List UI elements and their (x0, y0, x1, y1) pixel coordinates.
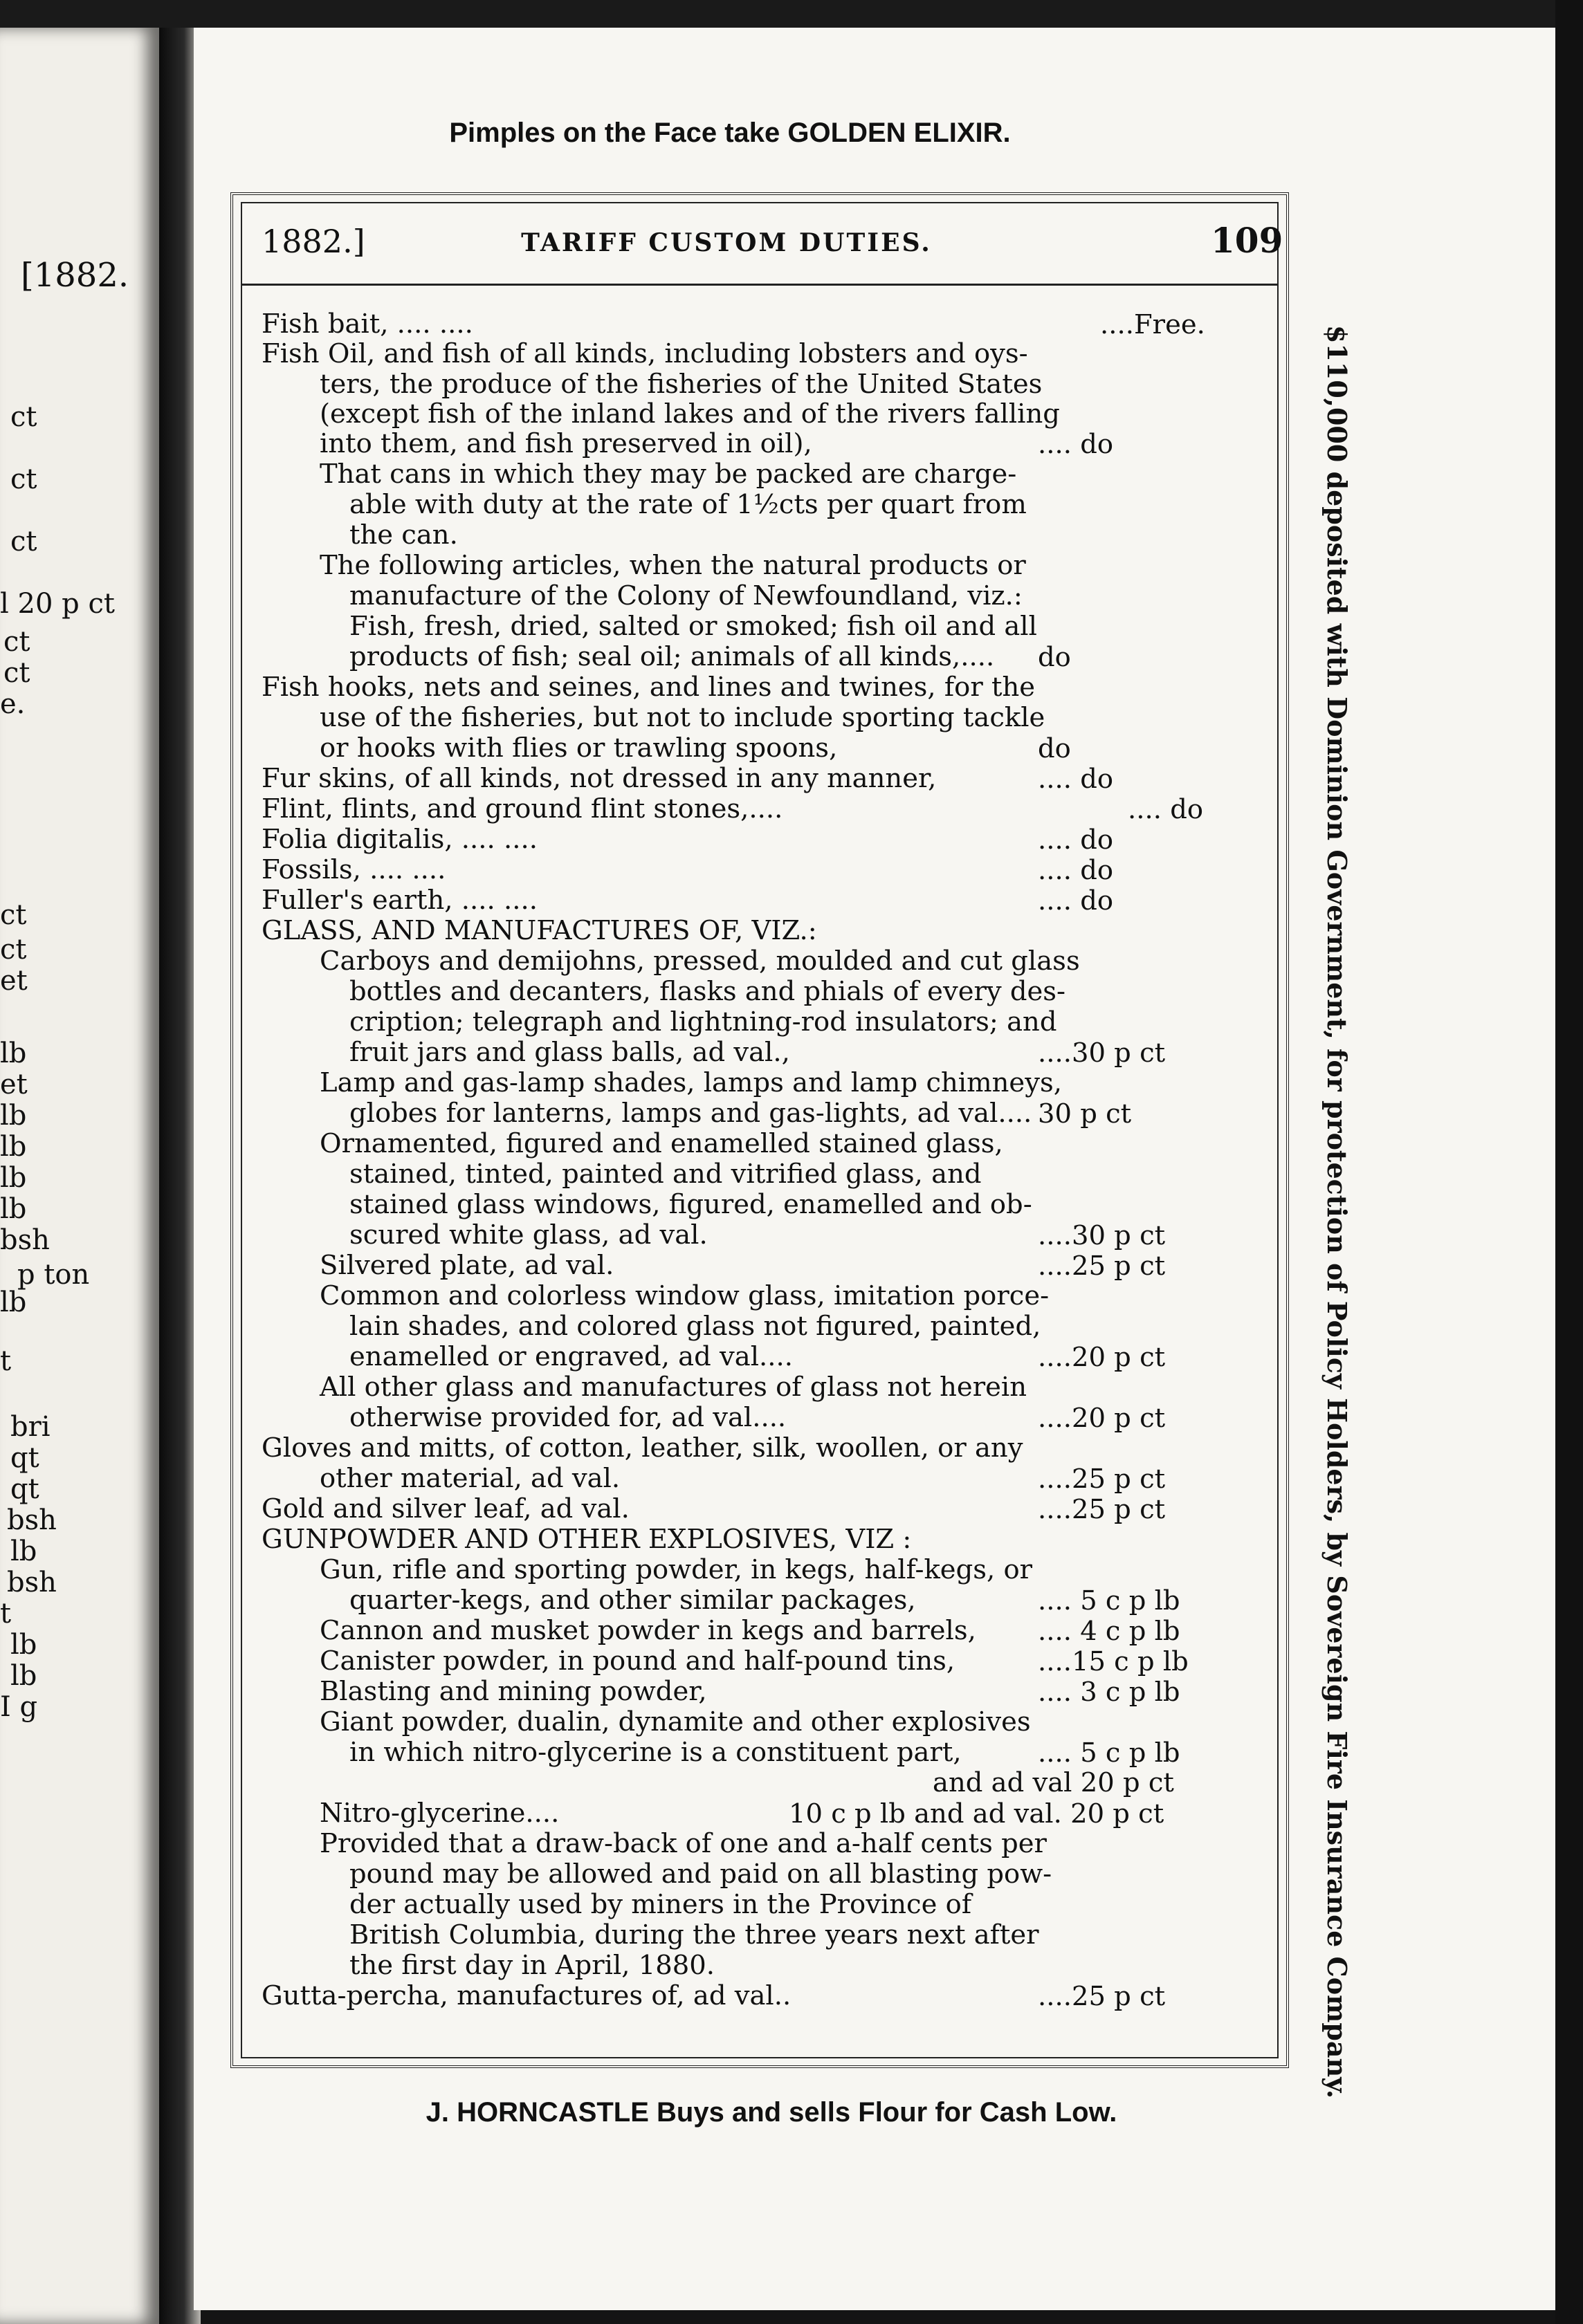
prev-page-fragment: lb (10, 1660, 37, 1692)
entry-line: or hooks with flies or trawling spoons, (320, 732, 838, 764)
entry-line: use of the fisheries, but not to include sporting tackle (320, 702, 1045, 733)
entry-rate: ....15 c p lb (1038, 1646, 1189, 1677)
entry-line: bottles and decanters, flasks and phials of every des- (349, 976, 1066, 1007)
entry-rate: ....20 p ct (1038, 1342, 1166, 1373)
prev-page-fragment: lb (0, 1162, 27, 1194)
entry-rate: .... do (1038, 429, 1114, 460)
prev-page-fragment: lb (0, 1131, 27, 1163)
top-advertisement: Pimples on the Face take GOLDEN ELIXIR. (449, 118, 1011, 148)
side-advertisement: $110,000 deposited with Dominion Government, for protection of Policy Holders, by Sovereign Fire Insurance Company. (1321, 325, 1353, 2099)
entry-line: the can. (349, 519, 458, 551)
prev-page-fragment: ct (0, 899, 27, 931)
prev-page-fragment: lb (0, 1038, 27, 1069)
entry-line: Blasting and mining powder, (320, 1676, 707, 1707)
entry-rate: ....20 p ct (1038, 1403, 1166, 1434)
prev-page-fragment: t (0, 1345, 12, 1377)
prev-page-fragment: ct (3, 626, 30, 658)
prev-page-fragment: ct (10, 401, 37, 433)
prev-page-fragment: bsh (0, 1224, 50, 1256)
entry-rate: .... do (1038, 764, 1114, 795)
entry-rate: .... do (1038, 824, 1114, 856)
prev-page-fragment: ct (10, 463, 37, 495)
prev-page-fragment: et (0, 1069, 28, 1100)
entry-rate: do (1038, 733, 1071, 764)
entry-line: Fuller's earth, .... .... (262, 885, 538, 916)
entry-line: Gun, rifle and sporting powder, in kegs, half-kegs, or (320, 1554, 1033, 1585)
entry-line: Provided that a draw-back of one and a-half cents per (320, 1828, 1047, 1859)
entry-line: Fish, fresh, dried, salted or smoked; fish oil and all (349, 611, 1037, 642)
running-head-title: TARIFF CUSTOM DUTIES. (521, 228, 932, 257)
entry-rate: .... 3 c p lb (1038, 1677, 1180, 1708)
prev-page-fragment: bsh (7, 1504, 57, 1536)
prev-page-fragment: p ton (17, 1259, 90, 1291)
prev-page-fragment: bsh (7, 1567, 57, 1598)
prev-page-fragment: ct (3, 657, 30, 689)
entry-rate: .... 5 c p lb (1038, 1737, 1180, 1769)
entry-line: products of fish; seal oil; animals of all kinds,.... (349, 641, 995, 672)
entry-line: enamelled or engraved, ad val.... (349, 1341, 793, 1372)
entry-rate: ....25 p ct (1038, 1494, 1166, 1525)
page-number: 109 (1211, 220, 1283, 261)
entry-line: Fish Oil, and fish of all kinds, including lobsters and oys- (262, 338, 1028, 369)
entry-rate: ....30 p ct (1038, 1220, 1166, 1251)
entry-line: cription; telegraph and lightning-rod insulators; and (349, 1006, 1057, 1038)
entry-rate: ....Free. (1100, 309, 1205, 340)
entry-line: Nitro-glycerine.... (320, 1798, 560, 1829)
entry-rate: 10 c p lb and ad val. 20 p ct (789, 1798, 1164, 1829)
entry-line: stained glass windows, figured, enamelled and ob- (349, 1189, 1032, 1220)
entry-line: Cannon and musket powder in kegs and barrels, (320, 1615, 976, 1646)
prev-page-fragment: lb (0, 1286, 27, 1318)
entry-line: manufacture of the Colony of Newfoundland, viz.: (349, 580, 1023, 611)
prev-page-fragment: e. (0, 688, 26, 720)
entry-line: fruit jars and glass balls, ad val., (349, 1037, 790, 1068)
entry-line: stained, tinted, painted and vitrified glass, and (349, 1159, 982, 1190)
prev-page-fragment: qt (10, 1442, 39, 1474)
entry-line: pound may be allowed and paid on all blasting pow- (349, 1859, 1052, 1890)
prev-page-fragment: lb (0, 1100, 27, 1132)
prev-page-fragment: bri (10, 1411, 51, 1443)
prev-page-fragment: qt (10, 1473, 39, 1505)
entry-line: GUNPOWDER AND OTHER EXPLOSIVES, VIZ : (262, 1524, 912, 1555)
prev-page-year: [1882. (21, 256, 129, 295)
entry-line: der actually used by miners in the Province of (349, 1889, 972, 1920)
entry-line: lain shades, and colored glass not figured, painted, (349, 1311, 1041, 1342)
entry-line: able with duty at the rate of 1½cts per quart from (349, 489, 1027, 520)
entry-rate: ....25 p ct (1038, 1981, 1166, 2012)
prev-page-fragment: lb (10, 1536, 37, 1567)
entry-rate: .... do (1038, 885, 1114, 916)
entry-line: in which nitro-glycerine is a constituent part, (349, 1737, 962, 1768)
prev-page-fragment: et (0, 965, 28, 997)
entry-rate: ....30 p ct (1038, 1038, 1166, 1069)
entry-rate: .... 4 c p lb (1038, 1616, 1180, 1647)
entry-line: All other glass and manufactures of glass not herein (320, 1372, 1027, 1403)
prev-page-fragment: t (0, 1598, 12, 1630)
entry-line: Gold and silver leaf, ad val. (262, 1493, 630, 1524)
entry-rate: .... 5 c p lb (1038, 1585, 1180, 1616)
entry-line: Gloves and mitts, of cotton, leather, silk, woollen, or any (262, 1432, 1023, 1464)
entry-line: Fossils, .... .... (262, 854, 446, 885)
entry-line: Gutta-percha, manufactures of, ad val.. (262, 1980, 792, 2011)
entry-line: Silvered plate, ad val. (320, 1250, 614, 1281)
entry-line: Fur skins, of all kinds, not dressed in any manner, (262, 763, 937, 794)
entry-line: Flint, flints, and ground flint stones,.... (262, 793, 783, 824)
entry-rate: ....25 p ct (1038, 1251, 1166, 1282)
running-head-year: 1882.] (262, 223, 365, 260)
prev-page-fragment: I g (0, 1691, 38, 1723)
entry-line: Carboys and demijohns, pressed, moulded and cut glass (320, 946, 1080, 977)
entry-line: the first day in April, 1880. (349, 1950, 715, 1981)
entry-line: into them, and fish preserved in oil), (320, 428, 812, 459)
entry-line: quarter-kegs, and other similar packages, (349, 1585, 916, 1616)
entry-rate: .... do (1038, 855, 1114, 886)
entry-line: British Columbia, during the three years next after (349, 1919, 1039, 1950)
entry-rate: ....25 p ct (1038, 1464, 1166, 1495)
entry-line: Lamp and gas-lamp shades, lamps and lamp chimneys, (320, 1067, 1062, 1098)
entry-line: Ornamented, figured and enamelled stained glass, (320, 1128, 1003, 1159)
entry-line: The following articles, when the natural products or (320, 550, 1026, 581)
prev-page-fragment: ct (10, 526, 37, 557)
entry-line: ters, the produce of the fisheries of the United States (320, 369, 1043, 400)
prev-page-fragment: lb (10, 1629, 37, 1661)
bottom-advertisement: J. HORNCASTLE Buys and sells Flour for Cash Low. (426, 2097, 1117, 2128)
prev-page-fragment: ct (0, 934, 27, 966)
entry-rate: .... do (1128, 794, 1204, 825)
entry-line: GLASS, AND MANUFACTURES OF, VIZ.: (262, 915, 817, 946)
entry-rate: 30 p ct (1038, 1098, 1132, 1129)
entry-line: otherwise provided for, ad val.... (349, 1402, 787, 1433)
entry-rate: do (1038, 642, 1071, 673)
entry-line: Common and colorless window glass, imitation porce- (320, 1280, 1050, 1311)
entry-line: scured white glass, ad val. (349, 1219, 708, 1251)
entry-line: Fish bait, .... .... (262, 308, 473, 340)
prev-page-fragment: lb (0, 1193, 27, 1225)
entry-line: other material, ad val. (320, 1463, 621, 1494)
entry-line: (except fish of the inland lakes and of the rivers falling (320, 398, 1060, 430)
entry-line: and ad val 20 p ct (933, 1767, 1174, 1798)
entry-line: Canister powder, in pound and half-pound tins, (320, 1645, 955, 1677)
entry-line: Fish hooks, nets and seines, and lines and twines, for the (262, 672, 1036, 703)
prev-page-fragment: l 20 p ct (0, 588, 115, 620)
entry-line: That cans in which they may be packed are charge- (320, 459, 1017, 490)
entry-line: Folia digitalis, .... .... (262, 824, 538, 855)
entry-line: globes for lanterns, lamps and gas-lights, ad val.... (349, 1098, 1032, 1129)
entry-line: Giant powder, dualin, dynamite and other explosives (320, 1706, 1031, 1737)
